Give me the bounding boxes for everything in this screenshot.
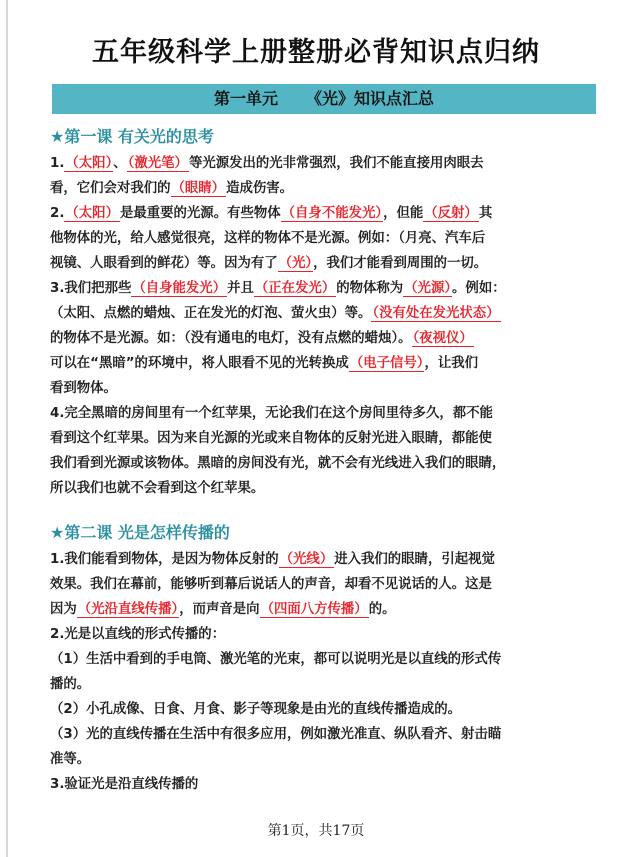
text-line: 因为（光沿直线传播），而声音是向（四面八方传播）的。 (50, 602, 396, 617)
unit-number: 第一单元 (213, 89, 278, 108)
text-line: （1）生活中看到的手电筒、激光笔的光束，都可以说明光是以直线的形式传 (50, 652, 502, 667)
text-line: 看到物体。 (50, 381, 117, 396)
text-line: 效果。我们在幕前，能够听到幕后说话人的声音，却看不见说话的人。这是 (50, 577, 492, 592)
text-line: 看，它们会对我们的（眼睛）造成伤害。 (50, 181, 294, 196)
text-line: 2.光是以直线的形式传播的： (50, 627, 226, 642)
answer-blank: （没有处在发光状态） (372, 306, 500, 321)
text-line: （太阳、点燃的蜡烛、正在发光的灯泡、萤火虫）等。（没有处在发光状态） (50, 306, 500, 321)
text-line: （3）光的直线传播在生活中有很多应用，例如激光准直、纵队看齐、射击瞄 (50, 727, 502, 742)
text-line: 1.我们能看到物体，是因为物体反射的（光线）进入我们的眼睛，引起视觉 (50, 552, 495, 567)
text-line: 4.完全黑暗的房间里有一个红苹果，无论我们在这个房间里待多久，都不能 (50, 406, 493, 421)
page-title: 五年级科学上册整册必背知识点归纳 (92, 37, 540, 68)
answer-blank: （光沿直线传播） (77, 602, 179, 617)
text-line: 3.验证光是沿直线传播的 (50, 777, 199, 792)
answer-blank: （太阳） (65, 156, 113, 171)
answer-blank: （正在发光） (254, 281, 336, 296)
answer-blank: （反射） (424, 206, 478, 221)
unit-header-bar (52, 84, 596, 114)
page-footer: 第1页，共17页 (267, 823, 365, 839)
answer-blank: （光源） (404, 281, 452, 296)
answer-blank: （太阳） (65, 206, 119, 221)
text-line: 准等。 (50, 752, 91, 767)
text-line: 2.（太阳）是最重要的光源。有些物体（自身不能发光），但能（反射）其 (50, 206, 493, 221)
text-line: 的物体不是光源。如：（没有通电的电灯，没有点燃的蜡烛）。（夜视仪） (50, 331, 473, 346)
answer-blank: （夜视仪） (412, 331, 473, 346)
answer-blank: （自身能发光） (132, 281, 227, 296)
lesson-2-heading: ★第二课 光是怎样传播的 (50, 523, 230, 542)
text-line: （2）小孔成像、日食、月食、影子等现象是由光的直线传播造成的。 (50, 702, 462, 717)
answer-blank: （光） (278, 256, 313, 271)
text-line: 视镜、人眼看到的鲜花）等。因为有了（光），我们才能看到周围的一切。 (50, 256, 488, 271)
text-line: 看到这个红苹果。因为来自光源的光或来自物体的反射光进入眼睛，都能使 (50, 431, 492, 446)
lesson-2-content (50, 547, 610, 797)
answer-blank: （光线） (279, 552, 334, 567)
text-line: 1.（太阳）、（激光笔）等光源发出的光非常强烈，我们不能直接用肉眼去 (50, 156, 484, 171)
answer-blank: （自身不能发光） (281, 206, 383, 221)
answer-blank: （激光笔） (127, 156, 188, 171)
text-line: 可以在“黑暗”的环境中，将人眼看不见的光转换成（电子信号），让我们 (50, 356, 479, 371)
lesson-1-heading: ★第一课 有关光的思考 (50, 127, 214, 146)
text-line: 3.我们把那些（自身能发光）并且（正在发光）的物体称为（光源）。例如： (50, 281, 506, 296)
unit-topic: 《光》知识点汇总 (306, 89, 435, 108)
answer-blank: （电子信号） (349, 356, 424, 371)
text-line: 播的。 (50, 677, 91, 692)
text-line: 所以我们也就不会看到这个红苹果。 (50, 481, 265, 496)
answer-blank: （眼睛） (171, 181, 226, 196)
text-line: 我们看到光源或该物体。黑暗的房间没有光，就不会有光线进入我们的眼睛， (50, 456, 506, 471)
text-line: 他物体的光，给人感觉很亮，这样的物体不是光源。例如：（月亮、汽车后 (50, 231, 486, 246)
lesson-1-content (50, 151, 610, 501)
page-left-border (6, 0, 8, 857)
answer-blank: （四面八方传播） (260, 602, 368, 617)
